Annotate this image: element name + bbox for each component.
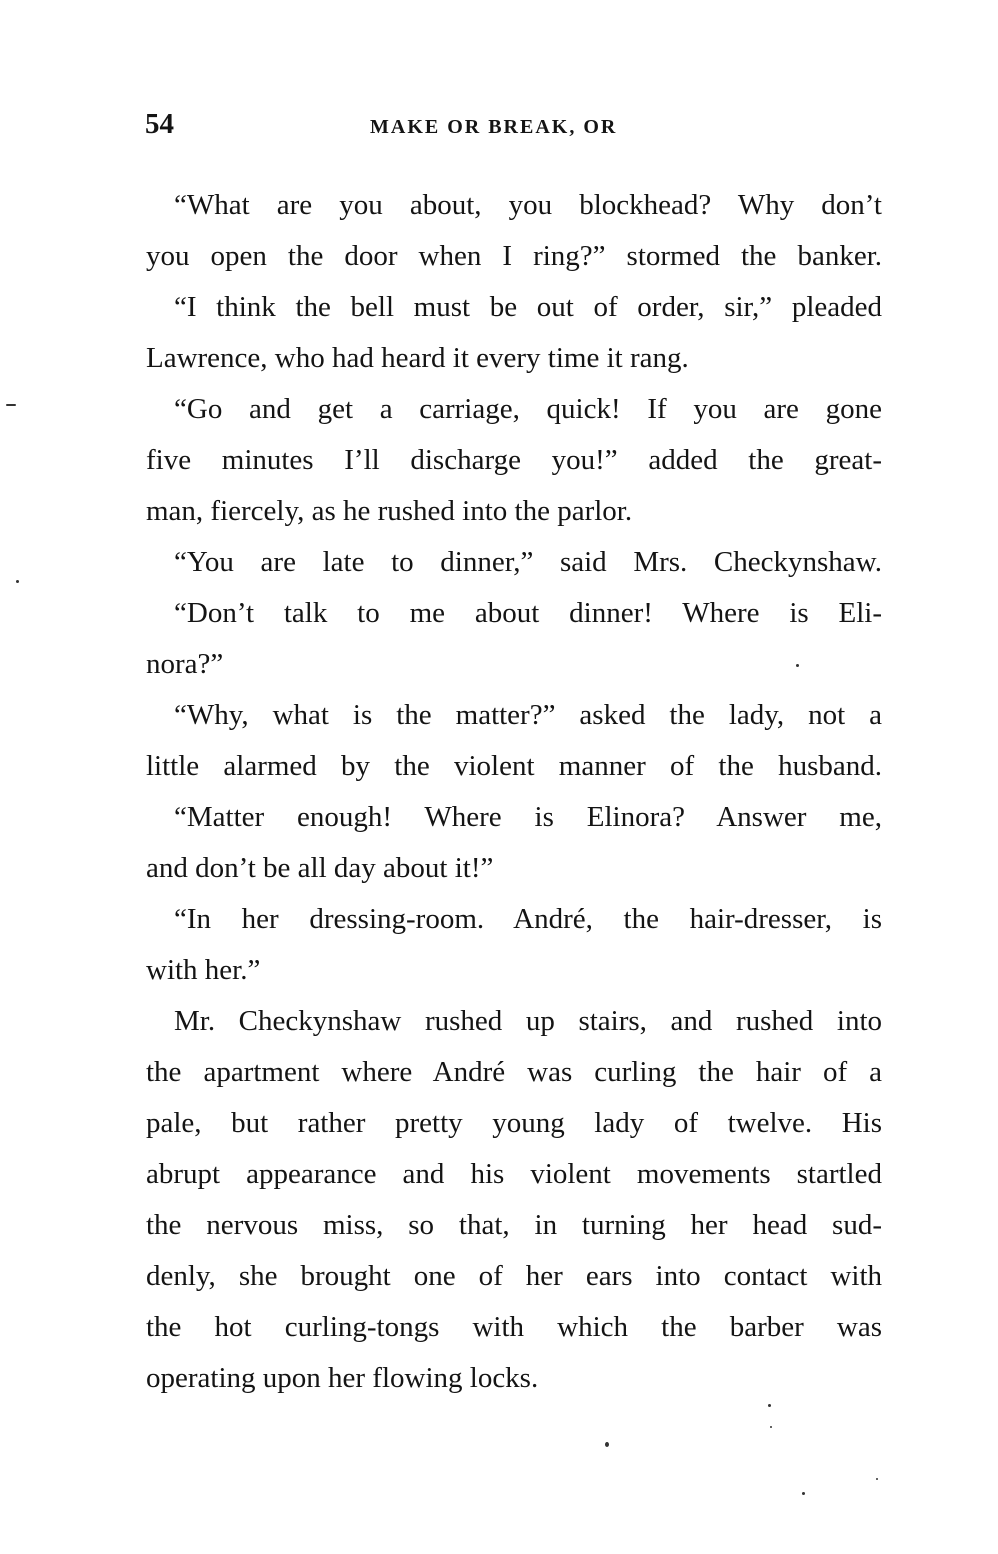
text-line: “Go and get a carriage, quick! If you are gone: [174, 393, 882, 425]
running-head: MAKE OR BREAK, OR: [370, 116, 618, 138]
text-line: pale, but rather pretty young lady of twelve. His: [146, 1107, 882, 1139]
text-line: denly, she brought one of her ears into contact with: [146, 1260, 882, 1292]
text-line: nora?”: [146, 648, 224, 680]
text-line: “Matter enough! Where is Elinora? Answer me,: [174, 801, 882, 833]
text-line: man, fiercely, as he rushed into the parlor.: [146, 495, 633, 527]
text-line: “You are late to dinner,” said Mrs. Checkynshaw.: [174, 546, 882, 578]
text-line: you open the door when I ring?” stormed the banker.: [146, 240, 882, 272]
text-line: little alarmed by the violent manner of the husband.: [146, 750, 882, 782]
text-line: “I think the bell must be out of order, sir,” pleaded: [174, 291, 882, 323]
scan-speck: [6, 404, 16, 406]
text-line: the apartment where André was curling the hair of a: [146, 1056, 882, 1088]
text-line: operating upon her flowing locks.: [146, 1362, 539, 1394]
text-line: abrupt appearance and his violent movements startled: [146, 1158, 882, 1190]
scan-speck: [802, 1492, 805, 1495]
scan-speck: [770, 1426, 772, 1428]
page-header: [145, 108, 885, 148]
scan-speck: [768, 1404, 771, 1407]
text-line: “In her dressing-room. André, the hair-dresser, is: [174, 903, 882, 935]
body-text: [146, 180, 882, 1404]
text-line: and don’t be all day about it!”: [146, 852, 494, 884]
text-line: “Don’t talk to me about dinner! Where is Eli-: [174, 597, 882, 629]
text-line: Mr. Checkynshaw rushed up stairs, and rushed into: [174, 1005, 882, 1037]
scan-speck: [605, 1442, 609, 1447]
text-line: with her.”: [146, 954, 261, 986]
text-line: five minutes I’ll discharge you!” added the great-: [146, 444, 882, 476]
page-number: 54: [145, 108, 174, 140]
text-line: “Why, what is the matter?” asked the lady, not a: [174, 699, 882, 731]
scan-speck: [876, 1478, 878, 1480]
text-line: “What are you about, you blockhead? Why don’t: [174, 189, 882, 221]
scan-speck: [796, 664, 799, 667]
text-line: the hot curling-tongs with which the barber was: [146, 1311, 882, 1343]
scan-speck: [16, 580, 19, 583]
text-line: the nervous miss, so that, in turning her head sud-: [146, 1209, 882, 1241]
text-line: Lawrence, who had heard it every time it rang.: [146, 342, 689, 374]
